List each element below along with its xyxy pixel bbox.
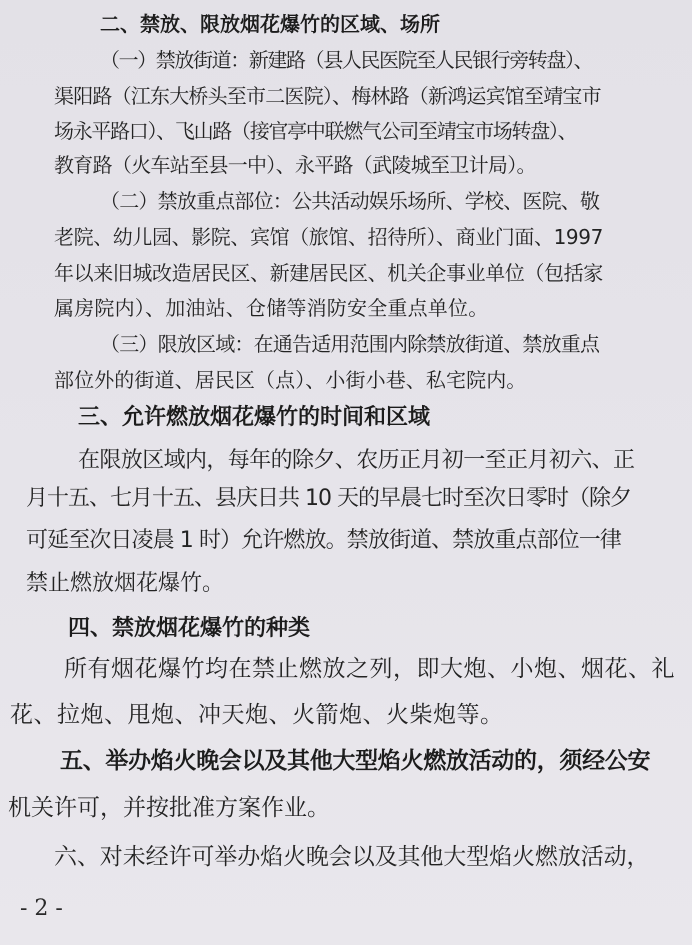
paragraph-line: 六、对未经许可举办焰火晚会以及其他大型焰火燃放活动，	[54, 844, 650, 870]
paragraph-line: 部位外的街道、居民区（点）、小街小巷、私宅院内。	[54, 368, 527, 392]
paragraph-line: 花、拉炮、甩炮、冲天炮、火箭炮、火柴炮等。	[10, 702, 504, 728]
paragraph-line: 所有烟花爆竹均在禁止燃放之列，即大炮、小炮、烟花、礼	[64, 656, 675, 682]
paragraph-line: 年以来旧城改造居民区、新建居民区、机关企事业单位（包括家	[54, 261, 603, 285]
section-heading-3: 三、允许燃放烟花爆竹的时间和区域	[78, 405, 431, 430]
paragraph-line: 属房院内）、加油站、仓储等消防安全重点单位。	[54, 296, 489, 320]
paragraph-line: （三）限放区域：在通告适用范围内除禁放街道、禁放重点	[100, 332, 600, 356]
paragraph-line: 渠阳路（江东大桥头至市二医院）、梅林路（新鸿运宾馆至靖宝市	[54, 84, 601, 108]
paragraph-line: （二）禁放重点部位：公共活动娱乐场所、学校、医院、敬	[100, 189, 600, 213]
paragraph-line: 场永平路口）、飞山路（接官亭中联燃气公司至靖宝市场转盘）、	[54, 119, 577, 143]
paragraph-line: 在限放区域内，每年的除夕、农历正月初一至正月初六、正	[78, 448, 635, 473]
page-number: - 2 -	[20, 896, 63, 921]
paragraph-line: 月十五、七月十五、县庆日共 10 天的早晨七时至次日零时（除夕	[26, 486, 631, 511]
paragraph-line: 禁止燃放烟花爆竹。	[26, 571, 225, 596]
section-heading-2: 二、禁放、限放烟花爆竹的区域、场所	[100, 12, 440, 36]
paragraph-line: （一）禁放街道：新建路（县人民医院至人民银行旁转盘）、	[100, 48, 593, 72]
paragraph-line: 可延至次日凌晨 1 时）允许燃放。禁放街道、禁放重点部位一律	[26, 528, 621, 553]
section-heading-4: 四、禁放烟花爆竹的种类	[68, 616, 311, 641]
section-heading-5: 五、举办焰火晚会以及其他大型焰火燃放活动的，须经公安	[60, 748, 651, 774]
paragraph-line: 老院、幼儿园、影院、宾馆（旅馆、招待所）、商业门面、1997	[54, 225, 603, 249]
paragraph-line: 教育路（火车站至县一中）、永平路（武陵城至卫计局）。	[54, 153, 536, 177]
paragraph-line: 机关许可，并按批准方案作业。	[8, 795, 330, 821]
